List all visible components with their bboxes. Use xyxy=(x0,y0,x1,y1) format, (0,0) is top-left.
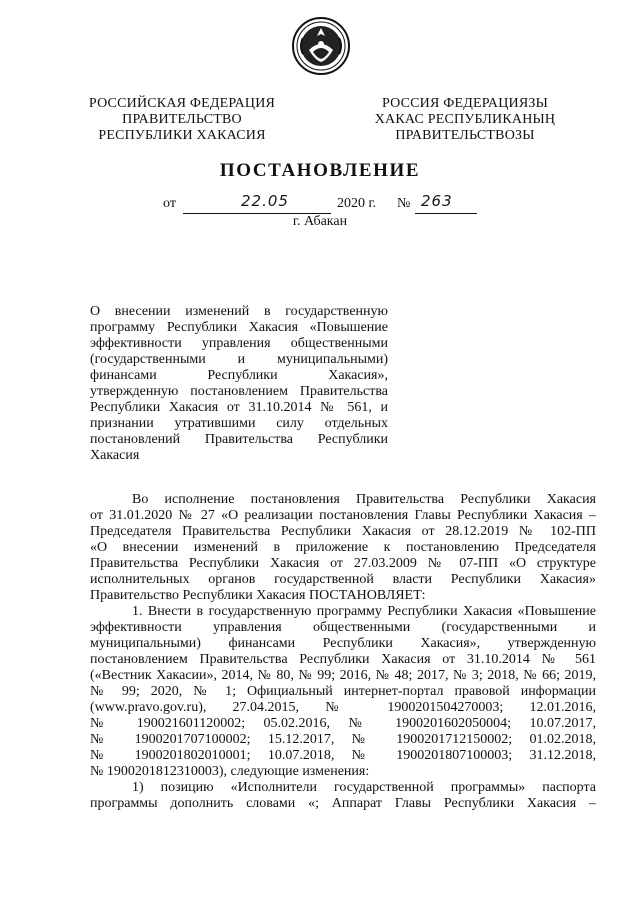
body-line: № 1900201812310003), следующие изменения: xyxy=(90,764,370,779)
number-sign: № xyxy=(397,196,411,211)
header-right-block xyxy=(360,96,570,144)
subject-line: (государственными и муниципальными) xyxy=(90,352,388,367)
body-line: Председателя Правительства Республики Хакасия от 28.12.2019 № 102-ПП xyxy=(90,524,596,539)
coat-of-arms-icon xyxy=(291,16,351,76)
subject-line: признании утратившими силу отдельных xyxy=(90,416,388,431)
handwritten-number: 263 xyxy=(421,192,453,210)
body-line: 1. Внести в государственную программу Республики Хакасия «Повышение xyxy=(132,604,596,619)
header-left-line: ПРАВИТЕЛЬСТВО xyxy=(122,112,242,127)
subject-line: утвержденную постановлением Правительства xyxy=(90,384,388,399)
header-left-line: РОССИЙСКАЯ ФЕДЕРАЦИЯ xyxy=(88,96,276,111)
body-line: «О внесении изменений в приложение к постановлению Председателя xyxy=(90,540,596,555)
header-right-line: ПРАВИТЕЛЬСТВОЗЫ xyxy=(395,128,535,143)
date-prefix: от xyxy=(163,196,176,211)
header-left-line: РЕСПУБЛИКИ ХАКАСИЯ xyxy=(98,128,266,143)
body-line: № 99; 2020, № 1; Официальный интернет-портал правовой информации xyxy=(90,684,596,699)
header-left-block xyxy=(84,96,280,144)
body-line: программы дополнить словами «; Аппарат Главы Республики Хакасия – xyxy=(90,796,596,811)
body-line: Во исполнение постановления Правительства Республики Хакасия xyxy=(132,492,596,507)
city-line: г. Абакан xyxy=(292,214,348,229)
body-line: эффективности управления общественными (государственными и xyxy=(90,620,596,635)
document-title: ПОСТАНОВЛЕНИЕ xyxy=(219,160,421,181)
subject-line: О внесении изменений в государственную xyxy=(90,304,388,319)
body-line: Правительство Республики Хакасия ПОСТАНОВЛЯЕТ: xyxy=(90,588,426,603)
body-text xyxy=(90,492,596,812)
subject-line: программу Республики Хакасия «Повышение xyxy=(90,320,388,335)
body-line: от 31.01.2020 № 27 «О реализации постановления Главы Республики Хакасия – xyxy=(90,508,596,523)
header-right-line: РОССИЯ ФЕДЕРАЦИЯЗЫ xyxy=(381,96,549,111)
body-line: № 190021601120002; 05.02.2016, № 1900201602050004; 10.07.2017, xyxy=(90,716,596,731)
body-line: исполнительных органов государственной власти Республики Хакасия» xyxy=(90,572,596,587)
body-line: (www.pravo.gov.ru), 27.04.2015, № 1900201504270003; 12.01.2016, xyxy=(90,700,596,715)
body-line: Правительства Республики Хакасия от 27.03.2009 № 07-ПП «О структуре xyxy=(90,556,596,571)
subject-block xyxy=(90,304,388,464)
body-line: постановлением Правительства Республики Хакасия от 31.10.2014 № 561 xyxy=(90,652,596,667)
subject-line: эффективности управления общественными xyxy=(90,336,388,351)
date-year: 2020 г. xyxy=(337,196,377,211)
body-line: муниципальными) финансами Республики Хакасия», утвержденную xyxy=(90,636,596,651)
subject-line: Хакасия xyxy=(90,448,140,463)
body-line: («Вестник Хакасии», 2014, № 80, № 99; 2016, № 48; 2017, № 3; 2018, № 66; 2019, xyxy=(90,668,596,683)
header-right-line: ХАКАС РЕСПУБЛИКАНЫҢ xyxy=(374,112,556,127)
handwritten-date: 22.05 xyxy=(241,192,289,210)
body-line: 1) позицию «Исполнители государственной программы» паспорта xyxy=(132,780,596,795)
body-line: № 1900201707100002; 15.12.2017, № 1900201712150002; 01.02.2018, xyxy=(90,732,596,747)
subject-line: Республики Хакасия от 31.10.2014 № 561, и xyxy=(90,400,388,415)
subject-line: постановлений Правительства Республики xyxy=(90,432,388,447)
subject-line: финансами Республики Хакасия», xyxy=(90,368,388,383)
body-line: № 1900201802010001; 10.07.2018, № 1900201807100003; 31.12.2018, xyxy=(90,748,596,763)
